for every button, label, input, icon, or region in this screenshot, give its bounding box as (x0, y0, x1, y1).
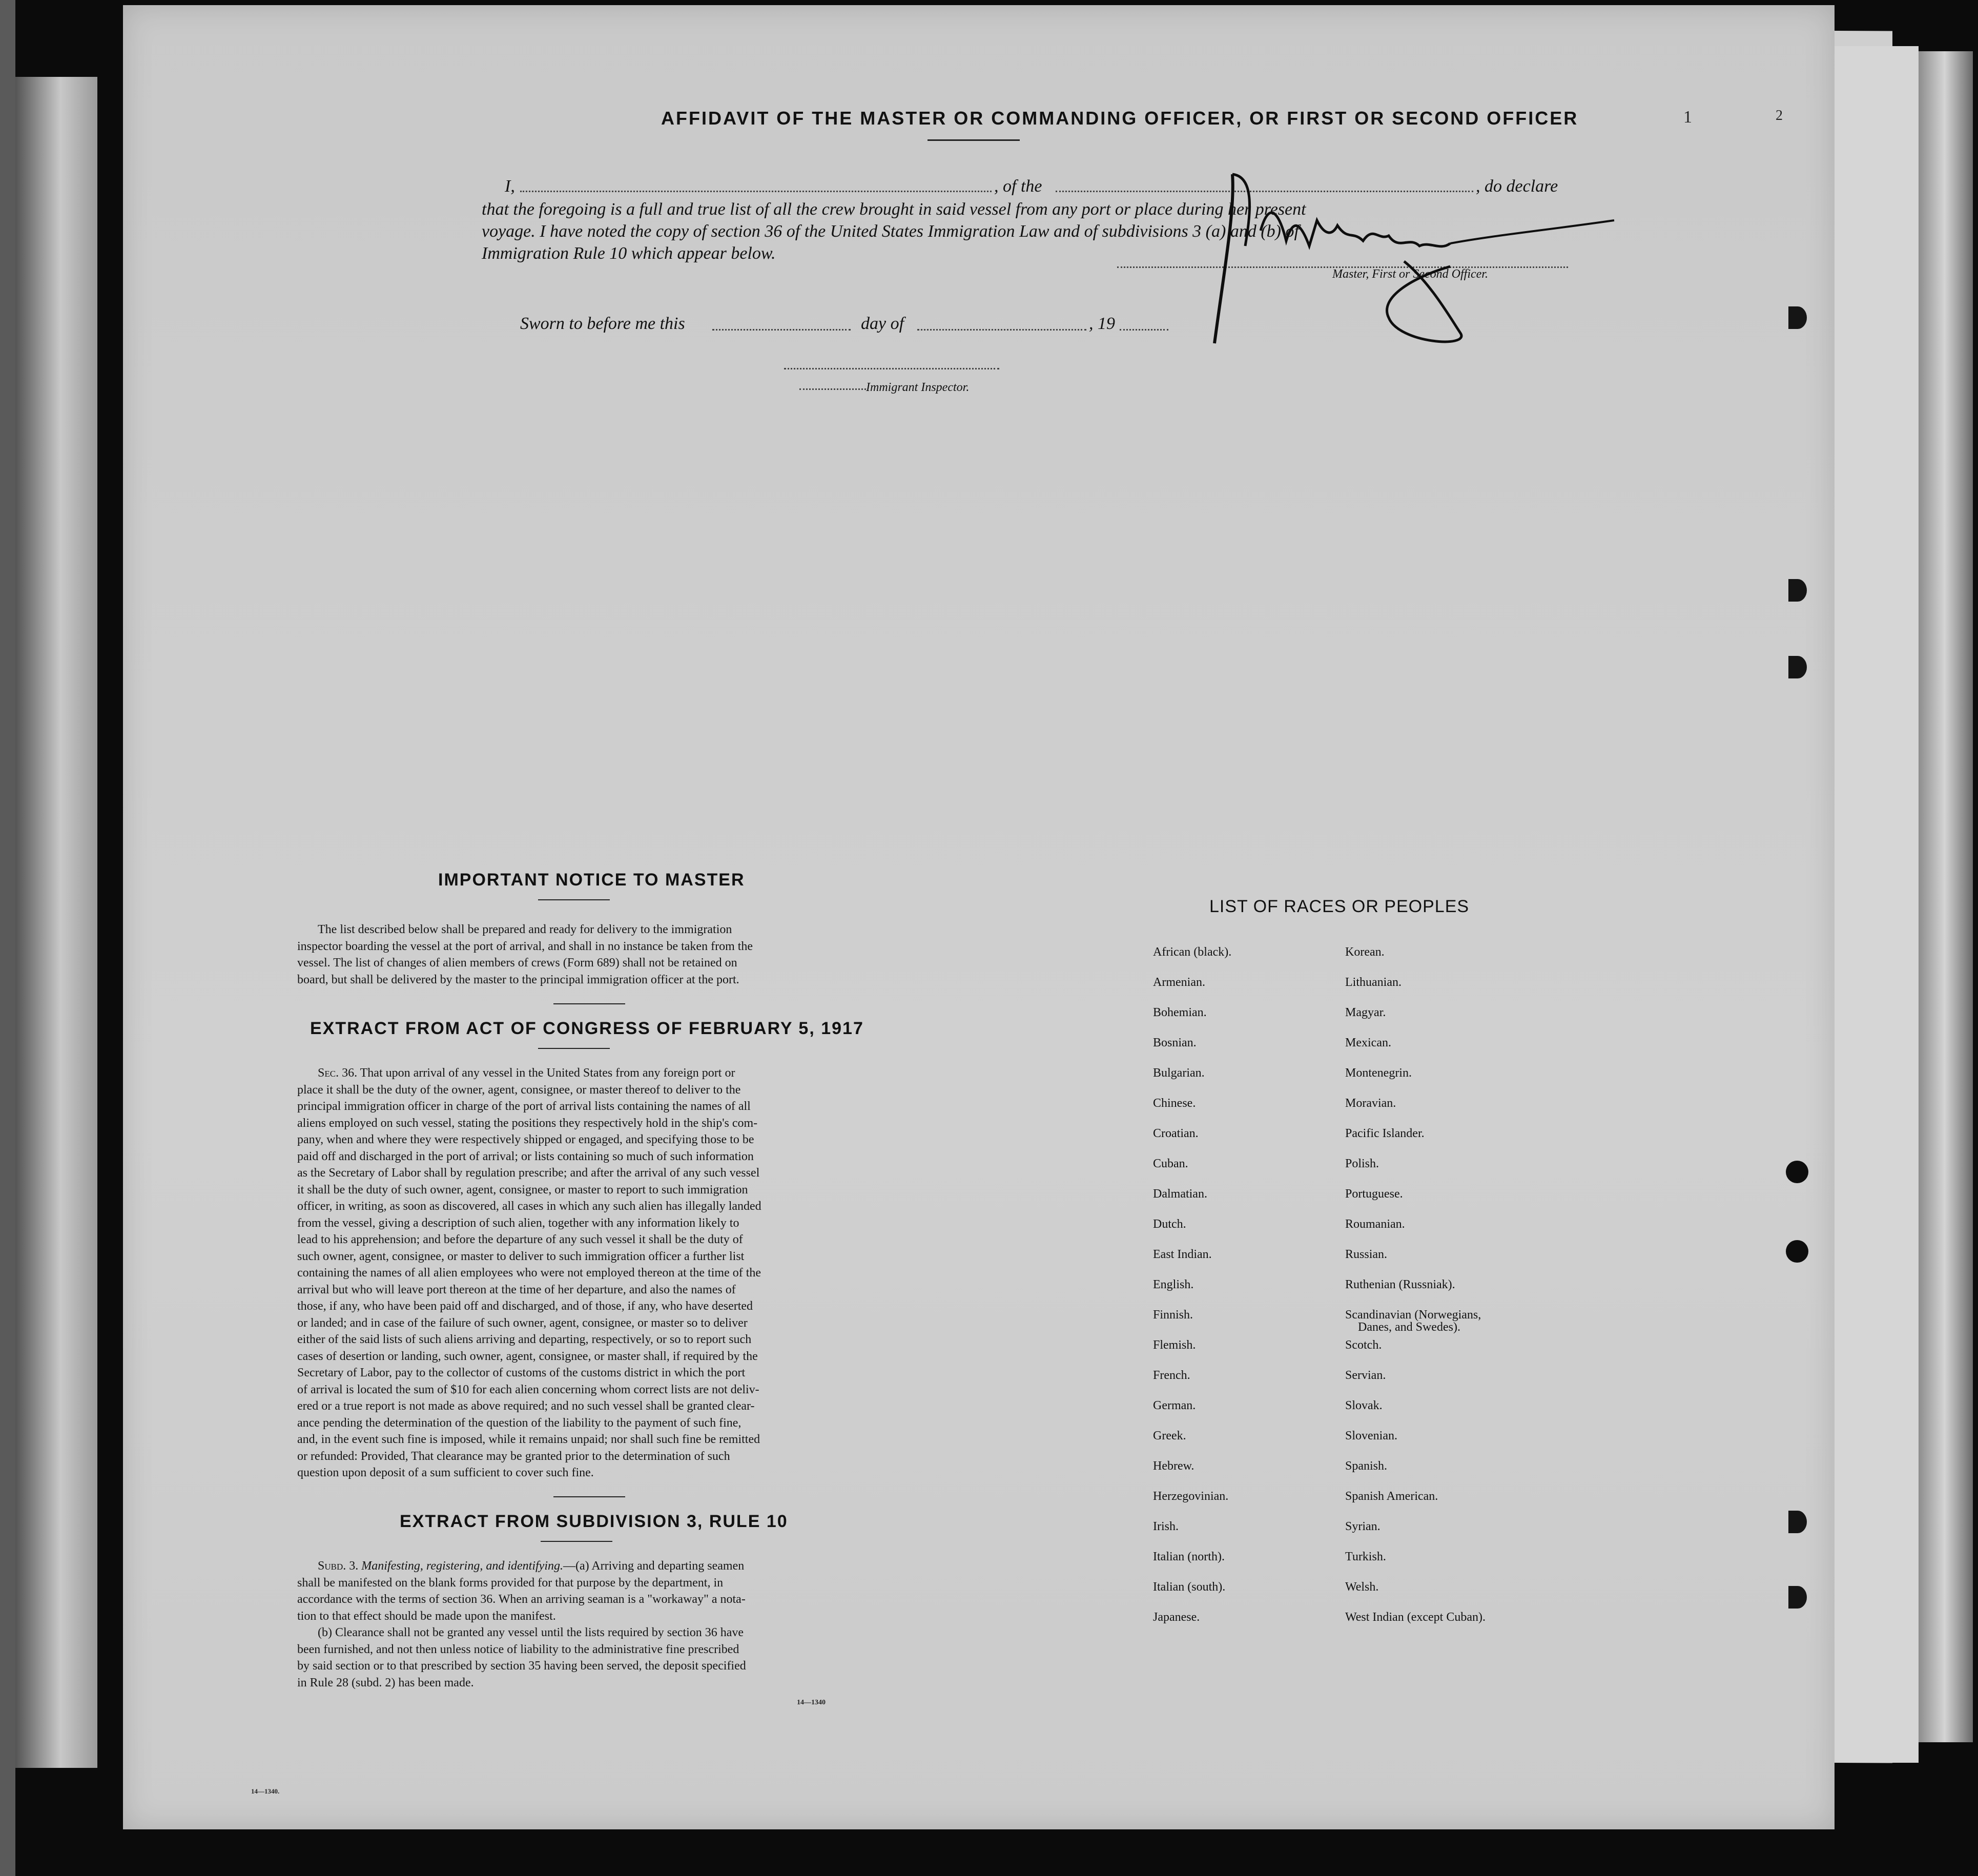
race-item: Bohemian. (1153, 1006, 1207, 1019)
race-item: Scotch. (1345, 1338, 1382, 1352)
act-line: pany, when and where they were respectively shipped or engaged, and specifying those to be (297, 1133, 754, 1146)
race-item: Russian. (1345, 1248, 1388, 1261)
declaration-line-1: that the foregoing is a full and true list of all the crew brought in said vessel from any port or place during her present (482, 200, 1306, 219)
notice-line: The list described below shall be prepared and ready for delivery to the immigration (318, 923, 732, 936)
race-item: Chinese. (1153, 1097, 1196, 1110)
act-line: those, if any, who have been paid off and discharged, and of those, if any, who have deserted (297, 1300, 753, 1313)
act-line: from the vessel, giving a description of such alien, together with any information likely to (297, 1216, 739, 1230)
punch-hole (1786, 1161, 1808, 1183)
race-item: Turkish. (1345, 1550, 1386, 1563)
race-item: Croatian. (1153, 1127, 1199, 1140)
punch-hole (1788, 579, 1807, 602)
race-item: Ruthenian (Russniak). (1345, 1278, 1455, 1291)
act-line: principal immigration officer in charge of the port of arrival lists containing the names of all (297, 1100, 751, 1113)
section-36-text (297, 1065, 876, 1481)
race-item: Slovak. (1345, 1399, 1383, 1412)
notice-title-underline (538, 899, 610, 900)
punch-hole (1788, 306, 1807, 329)
race-item: Hebrew. (1153, 1459, 1194, 1473)
act-line: or refunded: Provided, That clearance may be granted prior to the determination of such (297, 1449, 730, 1463)
race-item: Polish. (1345, 1157, 1379, 1170)
notice-line: board, but shall be delivered by the master to the principal immigration officer at the port. (297, 973, 739, 986)
act-line: containing the names of all alien employees who were not employed thereon at the time of the (297, 1266, 761, 1280)
act-line: arrival but who will leave port thereon at the time of her departure, and also the names of (297, 1283, 736, 1296)
punch-hole (1788, 1511, 1807, 1533)
race-item: East Indian. (1153, 1248, 1212, 1261)
race-item: Greek. (1153, 1429, 1186, 1442)
race-item: Slovenian. (1345, 1429, 1397, 1442)
sworn-year-blank (1120, 329, 1168, 331)
race-item: Welsh. (1345, 1580, 1379, 1594)
act-line: as the Secretary of Labor shall by regulation prescribe; and after the arrival of any such vessel (297, 1166, 760, 1180)
rule-line: been furnished, and not then unless notice of liability to the administrative fine prescribed (297, 1642, 739, 1656)
adjacent-page-left-edge (5, 77, 97, 1768)
race-item: Moravian. (1345, 1097, 1396, 1110)
signature-label: Master, First or Second Officer. (1332, 267, 1488, 281)
race-item: Armenian. (1153, 976, 1205, 989)
race-item: Spanish. (1345, 1459, 1388, 1473)
act-line: paid off and discharged in the port of arrival; or lists containing so much of such information (297, 1149, 754, 1163)
notice-line: inspector boarding the vessel at the port of arrival, and shall in no instance be taken from the (297, 939, 753, 953)
act-title-underline (538, 1048, 610, 1049)
act-line: officer, in writing, as soon as discovered, all cases in which any such alien has illegally landed (297, 1200, 761, 1213)
declaration-line-2: voyage. I have noted the copy of section 36 of the United States Immigration Law and of subdivisions 3 (a) and (b) of (482, 222, 1299, 241)
act-line: aliens employed on such vessel, stating the positions they respectively hold in the ship's com- (297, 1116, 758, 1130)
subd-label: Subd. 3. (318, 1559, 359, 1573)
rule-title-underline (541, 1541, 612, 1542)
act-line: and, in the event such fine is imposed, while it remains unpaid; nor shall such fine be remitted (297, 1433, 760, 1446)
race-item: Scandinavian (Norwegians, (1345, 1308, 1481, 1322)
sworn-label: Sworn to before me this (520, 314, 685, 333)
of-the-label: , of the (994, 177, 1042, 196)
race-item: Mexican. (1345, 1036, 1391, 1049)
act-line: place it shall be the duty of the owner, agent, consignee, or master thereof to deliver to the (297, 1083, 741, 1097)
rule-line: accordance with the terms of section 36. When an arriving seaman is a "workaway" a nota- (297, 1593, 746, 1606)
race-item: Lithuanian. (1345, 976, 1402, 989)
notice-line: vessel. The list of changes of alien members of crews (Form 689) shall not be retained on (297, 956, 737, 970)
year-label: , 19 (1089, 314, 1115, 333)
punch-hole (1786, 1240, 1808, 1263)
act-extract-title: EXTRACT FROM ACT OF CONGRESS OF FEBRUARY 5, 1917 (310, 1019, 864, 1038)
race-item: English. (1153, 1278, 1194, 1291)
act-line: it shall be the duty of such owner, agent, consignee, or master to report to such immigration (297, 1183, 748, 1197)
act-line: or landed; and in case of the failure of such owner, agent, consignee, or master so to deliver (297, 1316, 748, 1330)
subdivision-3-text (297, 1558, 876, 1691)
declaration-line-3: Immigration Rule 10 which appear below. (482, 244, 776, 263)
rule-line: (b) Clearance shall not be granted any vessel until the lists required by section 36 have (318, 1626, 744, 1639)
race-item: Spanish American. (1345, 1490, 1438, 1503)
inspector-label: Immigrant Inspector. (866, 381, 970, 394)
do-declare-label: , do declare (1476, 177, 1558, 196)
sworn-month-blank (917, 329, 1086, 331)
rule-line: by said section or to that prescribed by section 35 having been served, the deposit specified (297, 1659, 746, 1673)
race-item: German. (1153, 1399, 1196, 1412)
act-line: such owner, agent, consignee, or master to deliver to such immigration officer a further list (297, 1249, 745, 1263)
page-mark: 1 (1683, 108, 1692, 127)
page-mark: 2 (1776, 108, 1783, 123)
race-item: French. (1153, 1369, 1190, 1382)
act-line: cases of desertion or landing, such owner, agent, consignee, or master shall, if required by the (297, 1349, 758, 1363)
race-item: Syrian. (1345, 1520, 1381, 1533)
act-line: either of the said lists of such aliens arriving and departing, respectively, or so to report such (297, 1333, 752, 1346)
race-item: Italian (north). (1153, 1550, 1225, 1563)
rule-line: —(a) Arriving and departing seamen (563, 1559, 745, 1573)
form-number: 14—1340 (797, 1699, 826, 1706)
race-item: Dutch. (1153, 1218, 1186, 1231)
race-item: West Indian (except Cuban). (1345, 1611, 1486, 1624)
race-item: Montenegrin. (1345, 1066, 1412, 1080)
act-line: of arrival is located the sum of $10 for each alien concerning whom correct lists are not deliv- (297, 1383, 759, 1396)
title-underline (928, 139, 1020, 141)
race-item: Finnish. (1153, 1308, 1193, 1322)
rule-extract-title: EXTRACT FROM SUBDIVISION 3, RULE 10 (400, 1512, 788, 1531)
race-item: Flemish. (1153, 1338, 1196, 1352)
act-line: question upon deposit of a sum sufficient to cover such fine. (297, 1466, 594, 1479)
race-item: Herzegovinian. (1153, 1490, 1229, 1503)
act-line: lead to his apprehension; and before the departure of any such vessel it shall be the duty of (297, 1233, 743, 1246)
race-item: Bosnian. (1153, 1036, 1197, 1049)
sworn-day-blank (712, 329, 851, 331)
film-border-left (0, 0, 15, 1876)
rule-line: shall be manifested on the blank forms provided for that purpose by the department, in (297, 1576, 724, 1590)
i-label: I, (505, 177, 515, 196)
punch-hole (1788, 1586, 1807, 1609)
rule-line: tion to that effect should be made upon the manifest. (297, 1609, 556, 1623)
inspector-prefix-line (799, 388, 866, 390)
punch-hole (1788, 656, 1807, 678)
notice-text (297, 921, 876, 988)
notice-title: IMPORTANT NOTICE TO MASTER (438, 870, 745, 890)
race-item: Cuban. (1153, 1157, 1188, 1170)
races-title: LIST OF RACES OR PEOPLES (1209, 897, 1470, 916)
race-item: Pacific Islander. (1345, 1127, 1425, 1140)
race-item: Roumanian. (1345, 1218, 1405, 1231)
underlying-sheet-2 (1824, 46, 1919, 1763)
section-divider (553, 1496, 625, 1497)
outer-form-number: 14—1340. (251, 1787, 280, 1795)
race-item: Italian (south). (1153, 1580, 1226, 1594)
race-item: Korean. (1345, 945, 1385, 959)
subd-heading: Manifesting, registering, and identifying. (358, 1559, 563, 1573)
race-item: Servian. (1345, 1369, 1386, 1382)
affidavit-page (123, 5, 1835, 1829)
race-item-continuation: Danes, and Swedes). (1358, 1321, 1460, 1334)
race-item: Japanese. (1153, 1611, 1200, 1624)
adjacent-page-right-edge (1917, 51, 1973, 1742)
race-item: African (black). (1153, 945, 1232, 959)
day-of-label: day of (861, 314, 904, 333)
rule-line: in Rule 28 (subd. 2) has been made. (297, 1676, 474, 1689)
race-item: Irish. (1153, 1520, 1179, 1533)
section-divider (553, 1003, 625, 1004)
race-item: Bulgarian. (1153, 1066, 1205, 1080)
affidavit-title: AFFIDAVIT OF THE MASTER OR COMMANDING OFFICER, OR FIRST OR SECOND OFFICER (661, 108, 1579, 129)
handwritten-signature (1184, 164, 1645, 348)
inspector-signature-line (784, 368, 999, 369)
act-line: Secretary of Labor, pay to the collector of customs of the customs district in which the port (297, 1366, 746, 1379)
race-item: Dalmatian. (1153, 1187, 1207, 1201)
race-item: Portuguese. (1345, 1187, 1403, 1201)
act-line: ance pending the determination of the question of the liability to the payment of such fine, (297, 1416, 741, 1430)
act-line: That upon arrival of any vessel in the United States from any foreign port or (357, 1066, 735, 1080)
sec-label: Sec. 36. (318, 1066, 358, 1080)
race-item: Magyar. (1345, 1006, 1386, 1019)
name-blank (520, 191, 992, 192)
act-line: ered or a true report is not made as above required; and no such vessel shall be granted clear- (297, 1399, 755, 1413)
